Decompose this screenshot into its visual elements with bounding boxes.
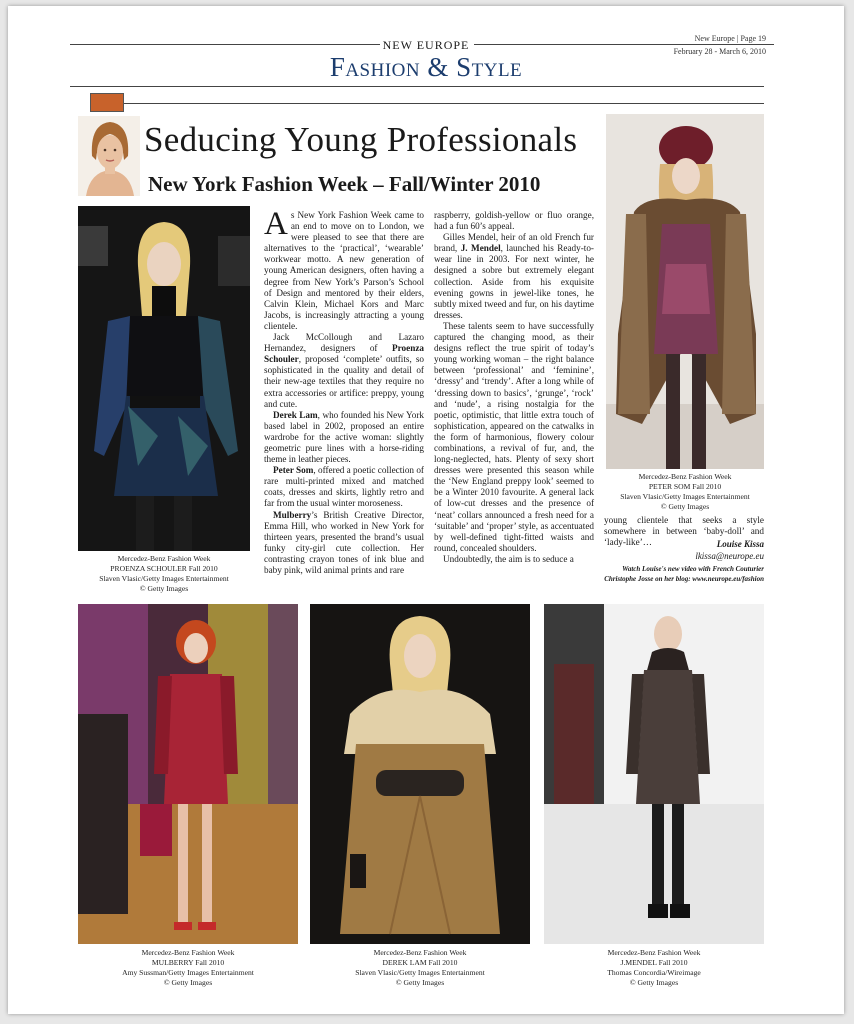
caption-photographer: Slaven Vlasic/Getty Images Entertainment — [620, 492, 750, 501]
caption-designer: MULBERRY Fall 2010 — [151, 958, 225, 967]
text-run: ’s British Creative Director, Emma Hill, who worked in New York for thirteen years, presented the brand’s usual funky city-girl cute collection. Her contrasting crayon tones of ink blue and baby pink, wild animal prints and rare — [264, 509, 424, 575]
caption-event: Mercedez-Benz Fashion Week — [141, 948, 235, 957]
page-info — [674, 32, 766, 58]
caption-j-mendel — [544, 948, 764, 988]
drop-cap: A — [264, 206, 288, 242]
caption-copyright: © Getty Images — [660, 502, 710, 511]
photo-derek-lam — [310, 604, 530, 944]
caption-event: Mercedez-Benz Fashion Week — [638, 472, 732, 481]
text-run: Jack McCollough and Lazaro Hernandez, designers of — [264, 332, 424, 354]
caption-designer: PROENZA SCHOULER Fall 2010 — [110, 564, 218, 573]
caption-event: Mercedez-Benz Fashion Week — [607, 948, 701, 957]
caption-copyright: © Getty Images — [139, 584, 189, 593]
paragraph-derek-lam — [264, 410, 424, 465]
paragraph-proenza — [264, 332, 424, 410]
author-name: Louise Kissa — [716, 539, 764, 549]
designer-name: Peter Som — [273, 465, 314, 476]
caption-copyright: © Getty Images — [163, 978, 213, 987]
article-column-2 — [434, 210, 594, 565]
caption-peter-som — [606, 472, 764, 512]
caption-photographer: Slaven Vlasic/Getty Images Entertainment — [355, 968, 485, 977]
magazine-page — [8, 6, 844, 1014]
section-title: Fashion & Style — [329, 52, 523, 82]
video-note: Watch Louise's new video with French Couturier Christophe Josse on her blog: www.neurope.eu/fashion — [604, 565, 764, 583]
text-run: , launched his Ready-to-wear line in 2003. For next winter, he designed a sobre but extremely elegant collection. Aside from his exquisite evening gowns in jewel-like tones, he subtly mixed tweed and fur, on his daytime dresses. — [434, 243, 594, 320]
paragraph-peter-som — [264, 465, 424, 509]
caption-proenza-schouler — [78, 554, 250, 594]
designer-name: J. Mendel — [460, 243, 501, 254]
caption-mulberry — [78, 948, 298, 988]
paragraph-closing: Undoubtedly, the aim is to seduce a — [443, 553, 574, 564]
author-email[interactable]: lkissa@neurope.eu — [695, 551, 764, 561]
paragraph-trends: These talents seem to have successfully captured the changing mood, as their designs reflect the true spirit of today’s young working woman – the right balance between ‘professional’ and ‘feminine’, ‘dressy’ and ‘trendy’. After a long while of ‘dressing down to basics’, ‘grunge’, ‘rock’ and ‘nude’, a rising nostalgia for the poetic, optimistic, that little extra touch of sophistication, appeared on the catwalks in the form of harmonious, flowery colour combinations, a revival of fur, and, the long-neglected, hats. Plenty of sexy short dresses were presented this season while the ‘New England preppy look’ seemed to be a Winter 2010 favourite. A general lack of low-cut dresses and the presence of ‘neat’ collars announced a fresh need for a ‘suitable’ and ‘proper’ style, as accentuated by well-defined tight-fitted waists and round, concealed shoulders. — [434, 320, 594, 553]
page-label: New Europe | Page 19 — [694, 34, 766, 43]
photo-peter-som — [606, 114, 764, 469]
author-photo — [78, 116, 140, 196]
designer-name: Derek Lam — [273, 409, 318, 420]
paragraph-continued: raspberry, goldish-yellow or fluo orange, had a fun 60’s appeal. — [434, 210, 594, 232]
issue-date: February 28 - March 6, 2010 — [673, 47, 766, 56]
caption-copyright: © Getty Images — [395, 978, 445, 987]
header-rule-bottom — [70, 86, 764, 87]
paragraph-final: young clientele that seeks a style somewhere in between ‘baby-doll’ and ‘lady-like’… — [604, 515, 764, 548]
caption-event: Mercedez-Benz Fashion Week — [373, 948, 467, 957]
paragraph-mendel — [434, 232, 594, 321]
article-subtitle: New York Fashion Week – Fall/Winter 2010 — [148, 172, 541, 196]
designer-name: Mulberry — [273, 509, 312, 520]
text-run: , who founded his New York based label in 2002, proposed an entire wardrobe for the active woman: slightly geometric pure lines with a horse-riding theme in leather pieces. — [264, 409, 424, 465]
caption-photographer: Thomas Concordia/Wireimage — [607, 968, 701, 977]
caption-copyright: © Getty Images — [629, 978, 679, 987]
text-run: , proposed ‘complete’ outfits, so sophisticated in the quality and detail of their new-age textiles that they require no extra accessories or artifice: preppy, young and cute. — [264, 354, 424, 409]
caption-designer: J.MENDEL Fall 2010 — [620, 958, 688, 967]
text-run: Gilles Mendel, heir of an old French fur brand, — [434, 232, 594, 254]
paragraph-intro: s New York Fashion Week came to an end to move on to London, we were pleased to see that there are alternatives to the ‘practical’, ‘wearable’ workwear motto. A new generation of young American designers, often having a degree from New York’s Parson’s School of Design and mentored by their elders, Calvin Klein, Michael Kors and Marc Jacobs, is increasingly attracting a young clientele. — [264, 210, 424, 331]
photo-j-mendel — [544, 604, 764, 944]
caption-event: Mercedez-Benz Fashion Week — [117, 554, 211, 563]
caption-designer: DEREK LAM Fall 2010 — [382, 958, 458, 967]
article-column-1 — [264, 206, 424, 576]
article-title: Seducing Young Professionals — [144, 120, 578, 159]
section-tab — [90, 93, 124, 112]
caption-designer: PETER SOM Fall 2010 — [648, 482, 722, 491]
caption-photographer: Slaven Vlasic/Getty Images Entertainment — [99, 574, 229, 583]
designer-name: Proenza Schouler — [264, 343, 424, 365]
section-label: NEW EUROPE — [382, 38, 470, 52]
paragraph-mulberry — [264, 510, 424, 577]
tab-rule — [124, 103, 764, 104]
photo-proenza-schouler — [78, 206, 250, 551]
caption-derek-lam — [310, 948, 530, 988]
text-run: , offered a poetic collection of rare multi-printed mixed and matched coats, dresses and skirts, lightly retro and far from the usual winter moroseness. — [264, 465, 424, 509]
caption-photographer: Amy Sussman/Getty Images Entertainment — [122, 968, 254, 977]
author-signature — [604, 538, 764, 562]
photo-mulberry — [78, 604, 298, 944]
